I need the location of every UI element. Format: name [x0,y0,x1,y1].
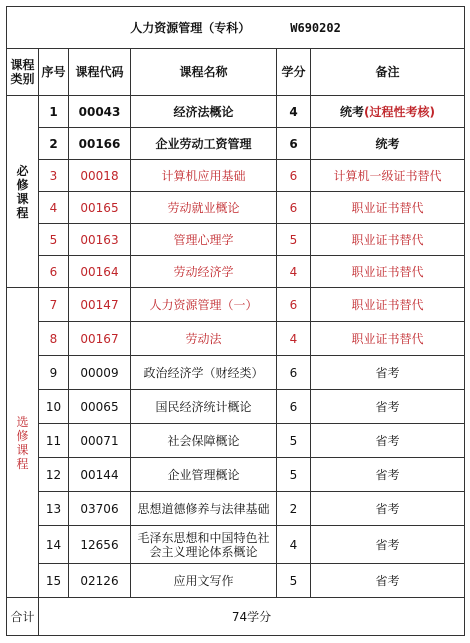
category-required-char: 修 [16,177,29,192]
cell-name: 应用文写作 [131,564,277,598]
cell-credits: 6 [277,288,311,322]
header-row [7,49,465,96]
cell-code: 00163 [69,224,131,256]
header-seq: 序号 [39,49,69,96]
cell-remark: 职业证书替代 [311,322,465,356]
cell-remark [311,96,465,128]
cell-seq: 1 [39,96,69,128]
cell-name: 毛泽东思想和中国特色社会主义理论体系概论 [131,526,277,564]
program-code: W690202 [290,20,341,35]
cell-credits: 5 [277,224,311,256]
category-elective-char: 程 [16,456,29,471]
cell-seq: 13 [39,492,69,526]
category-required-char: 必 [16,163,29,178]
cell-remark: 省考 [311,458,465,492]
total-value: 74学分 [39,598,465,636]
table-row [7,256,465,288]
header-credits: 学分 [277,49,311,96]
cell-name: 社会保障概论 [131,424,277,458]
total-label: 合计 [7,598,39,636]
category-elective-char: 修 [16,428,29,443]
cell-seq: 10 [39,390,69,424]
cell-credits: 6 [277,128,311,160]
cell-credits: 4 [277,526,311,564]
cell-remark: 省考 [311,564,465,598]
table-row [7,192,465,224]
cell-name: 国民经济统计概论 [131,390,277,424]
cell-remark: 省考 [311,390,465,424]
cell-seq: 12 [39,458,69,492]
header-course-name: 课程名称 [131,49,277,96]
table-row [7,160,465,192]
cell-code: 12656 [69,526,131,564]
cell-remark: 省考 [311,424,465,458]
category-required-char: 程 [16,205,29,220]
cell-remark: 省考 [311,492,465,526]
cell-name: 劳动经济学 [131,256,277,288]
cell-remark: 职业证书替代 [311,288,465,322]
cell-remark: 省考 [311,526,465,564]
cell-credits: 6 [277,160,311,192]
cell-remark: 职业证书替代 [311,192,465,224]
cell-remark: 统考 [311,128,465,160]
table-row [7,564,465,598]
category-elective-char: 选 [16,414,29,429]
cell-code: 00166 [69,128,131,160]
category-elective [7,288,39,598]
cell-seq: 2 [39,128,69,160]
table-row [7,224,465,256]
cell-code: 00009 [69,356,131,390]
cell-code: 03706 [69,492,131,526]
header-category-line-1: 课程 [10,58,35,72]
table-row [7,526,465,564]
cell-seq: 9 [39,356,69,390]
category-required-char: 课 [16,191,29,206]
title-row [7,7,465,49]
cell-remark: 职业证书替代 [311,224,465,256]
category-elective-char: 课 [16,442,29,457]
cell-name: 人力资源管理（一） [131,288,277,322]
table-row [7,128,465,160]
cell-code: 00164 [69,256,131,288]
cell-remark: 计算机一级证书替代 [311,160,465,192]
table-row [7,458,465,492]
cell-name: 思想道德修养与法律基础 [131,492,277,526]
table-row [7,492,465,526]
cell-code: 00144 [69,458,131,492]
cell-credits: 4 [277,96,311,128]
cell-code: 00018 [69,160,131,192]
cell-code: 00167 [69,322,131,356]
header-category-line-2: 类别 [10,72,35,86]
cell-code: 00147 [69,288,131,322]
course-plan-table [6,6,465,636]
cell-code: 00071 [69,424,131,458]
header-remark: 备注 [311,49,465,96]
cell-seq: 11 [39,424,69,458]
table-row [7,356,465,390]
cell-code: 00043 [69,96,131,128]
table-row [7,96,465,128]
cell-credits: 4 [277,322,311,356]
category-required [7,96,39,288]
cell-name: 企业管理概论 [131,458,277,492]
table-row [7,288,465,322]
table-row [7,390,465,424]
cell-name: 管理心理学 [131,224,277,256]
remark-extra: (过程性考核) [364,104,436,119]
cell-seq: 7 [39,288,69,322]
cell-credits: 5 [277,564,311,598]
cell-name: 政治经济学（财经类） [131,356,277,390]
cell-code: 00065 [69,390,131,424]
cell-seq: 5 [39,224,69,256]
cell-seq: 3 [39,160,69,192]
cell-credits: 2 [277,492,311,526]
table-row [7,424,465,458]
cell-credits: 5 [277,458,311,492]
cell-seq: 8 [39,322,69,356]
cell-name: 计算机应用基础 [131,160,277,192]
remark-text: 统考 [340,104,365,119]
cell-name: 劳动法 [131,322,277,356]
cell-code: 02126 [69,564,131,598]
table-title-cell [7,7,465,49]
table-row [7,322,465,356]
cell-credits: 5 [277,424,311,458]
cell-credits: 6 [277,192,311,224]
cell-credits: 4 [277,256,311,288]
cell-seq: 6 [39,256,69,288]
cell-credits: 6 [277,390,311,424]
program-title: 人力资源管理（专科） [130,20,251,35]
cell-seq: 4 [39,192,69,224]
total-row [7,598,465,636]
cell-remark: 省考 [311,356,465,390]
cell-name: 劳动就业概论 [131,192,277,224]
cell-seq: 15 [39,564,69,598]
cell-name: 经济法概论 [131,96,277,128]
cell-remark: 职业证书替代 [311,256,465,288]
cell-name: 企业劳动工资管理 [131,128,277,160]
cell-credits: 6 [277,356,311,390]
header-category [7,49,39,96]
header-course-code: 课程代码 [69,49,131,96]
cell-code: 00165 [69,192,131,224]
cell-seq: 14 [39,526,69,564]
